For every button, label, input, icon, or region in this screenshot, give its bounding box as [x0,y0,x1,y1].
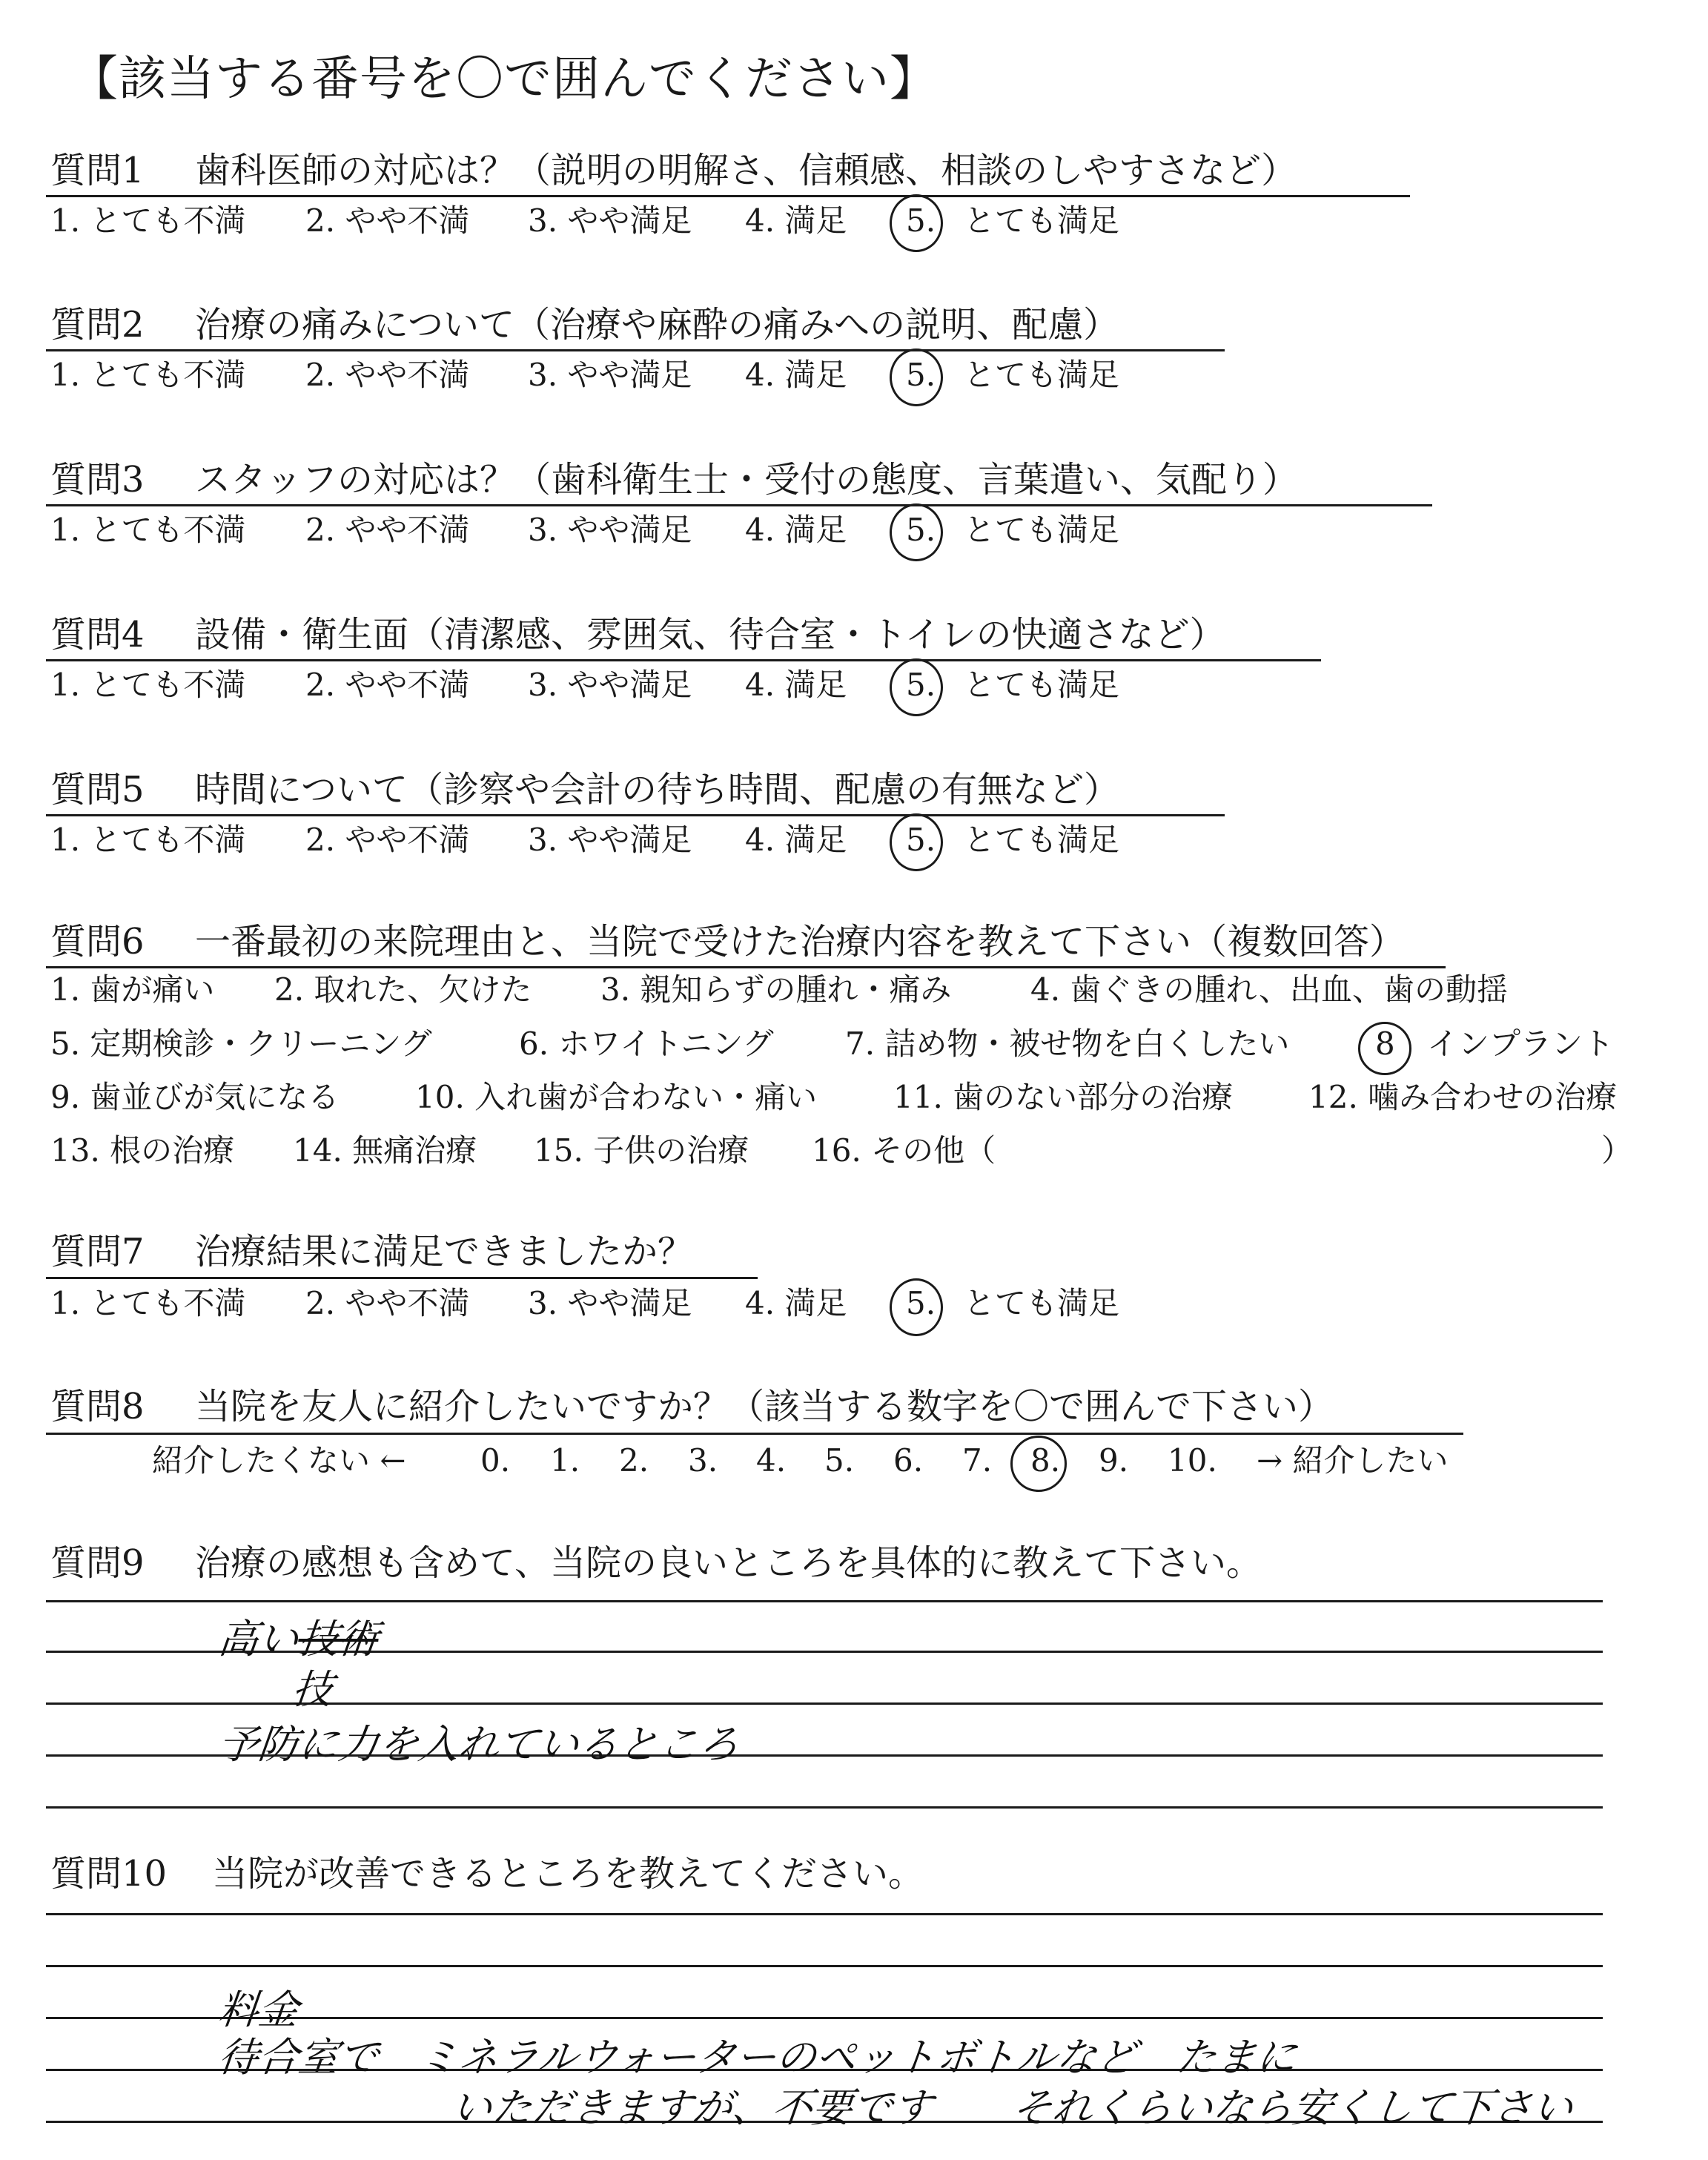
question-4-heading [50,612,1225,657]
question-8-heading [50,1384,1334,1429]
question-text: 治療結果に満足できましたか？ [195,1231,694,1272]
question-text: 当院が改善できるところを教えてください。 [212,1853,924,1895]
satisfaction-option[interactable]: とても満足 [964,357,1120,393]
selection-circle [890,349,943,406]
satisfaction-option[interactable]: 4. 満足 [745,512,847,548]
scale-number[interactable]: 2. [619,1442,649,1479]
question-underline [46,504,1432,506]
q6-option[interactable]: 10. 入れ歯が合わない・痛い [415,1079,818,1115]
question-number: 質問8 [50,1386,145,1427]
q6-option[interactable]: 16. その他（ [812,1132,996,1169]
q6-option[interactable]: 13. 根の治療 [50,1132,235,1169]
q6-option[interactable]: 3. 親知らずの腫れ・痛み [600,971,952,1008]
option-5-selected[interactable]: 5. [906,667,936,703]
q6-option[interactable]: 15. 子供の治療 [534,1132,749,1169]
question-3-heading [50,458,1298,502]
answer-line [46,1702,1603,1705]
q6-option[interactable]: 2. 取れた、欠けた [274,971,532,1008]
question-underline [46,195,1410,197]
question-text: 治療の痛みについて（治療や麻酔の痛みへの説明、配慮） [195,304,1119,346]
question-text: スタッフの対応は？（歯科衛生士・受付の態度、言葉遣い、気配り） [195,459,1299,501]
satisfaction-option[interactable]: 3. やや満足 [528,1285,692,1321]
satisfaction-option[interactable]: 2. やや不満 [305,1285,470,1321]
satisfaction-option[interactable]: 2. やや不満 [305,202,470,239]
satisfaction-option[interactable]: 4. 満足 [745,822,847,858]
q6-option[interactable]: 5. 定期検診・クリーニング [50,1025,432,1062]
satisfaction-option[interactable]: とても満足 [964,667,1120,703]
scale-number[interactable]: 0. [480,1442,511,1479]
question-number: 質問4 [50,614,145,655]
scale-number-selected[interactable]: 8. [1030,1442,1061,1479]
q6-option[interactable]: 14. 無痛治療 [293,1132,477,1169]
option-5-selected[interactable]: 5. [906,202,936,239]
answer-line [46,1600,1603,1602]
selection-circle [890,813,943,871]
satisfaction-option[interactable]: 1. とても不満 [50,1285,246,1321]
q6-option-selected[interactable]: 8 [1375,1025,1395,1062]
question-number: 質問5 [50,769,145,810]
question-6-heading [50,919,1405,964]
scale-number[interactable]: 5. [824,1442,855,1479]
q9-answer-line1 [216,1608,382,1665]
question-number: 質問7 [50,1231,145,1272]
q6-option[interactable]: 11. 歯のない部分の治療 [893,1079,1234,1115]
scale-number[interactable]: 4. [756,1442,787,1479]
option-5-selected[interactable]: 5. [906,512,936,548]
option-5-selected[interactable]: 5. [906,357,936,393]
selection-circle [890,1278,943,1336]
scale-left-label: 紹介したくない ← [152,1442,406,1479]
question-number: 質問1 [50,150,145,191]
q6-option[interactable]: 7. 詰め物・被せ物を白くしたい [845,1025,1290,1062]
question-underline [46,1433,1463,1435]
q10-answer-line1: 料金 [216,1986,301,2033]
q6-option[interactable]: 4. 歯ぐきの腫れ、出血、歯の動揺 [1030,971,1508,1008]
satisfaction-option[interactable]: とても満足 [964,1285,1120,1321]
satisfaction-option[interactable]: 4. 満足 [745,667,847,703]
satisfaction-option[interactable]: 1. とても不満 [50,512,246,548]
question-10-heading [50,1852,924,1896]
satisfaction-option[interactable]: 4. 満足 [745,202,847,239]
selection-circle [1358,1022,1411,1075]
selection-circle [890,194,943,252]
question-text: 当院を友人に紹介したいですか？（該当する数字を〇で囲んで下さい） [195,1386,1334,1427]
answer-line [46,1913,1603,1915]
satisfaction-option[interactable]: 2. やや不満 [305,512,470,548]
satisfaction-option[interactable]: 2. やや不満 [305,822,470,858]
selection-circle [1010,1436,1067,1492]
satisfaction-option[interactable]: 4. 満足 [745,1285,847,1321]
selection-circle [890,658,943,716]
question-text: 一番最初の来院理由と、当院で受けた治療内容を教えて下さい（複数回答） [195,921,1406,962]
satisfaction-option[interactable]: 1. とても不満 [50,667,246,703]
question-9-heading [50,1541,1262,1585]
satisfaction-option[interactable]: 2. やや不満 [305,667,470,703]
q6-option-close: ） [1601,1132,1633,1169]
question-text: 時間について（診察や会計の待ち時間、配慮の有無など） [195,769,1120,810]
q10-answer-line2: 待合室で ミネラルウォーターのペットボトルなど たまに [216,2034,1300,2081]
question-7-heading [50,1229,693,1274]
question-text: 歯科医師の対応は？（説明の明解さ、信頼感、相談のしやすさなど） [195,150,1297,191]
q6-option[interactable]: 6. ホワイトニング [519,1025,774,1062]
page-title: 【該当する番号を〇で囲んでください】 [70,52,938,107]
scale-number[interactable]: 10. [1168,1442,1217,1479]
q9-answer-line3: 予防に力を入れているところ [216,1721,741,1768]
satisfaction-option[interactable]: 1. とても不満 [50,357,246,393]
question-number: 質問10 [50,1853,168,1895]
answer-line [46,1806,1603,1809]
question-number: 質問9 [50,1542,145,1584]
q6-option[interactable]: 1. 歯が痛い [50,971,215,1008]
question-number: 質問2 [50,304,145,346]
satisfaction-option[interactable]: 3. やや満足 [528,357,692,393]
question-5-heading [50,767,1119,812]
question-number: 質問6 [50,921,145,962]
handwritten-text: 高い [216,1616,301,1662]
q6-option[interactable]: 9. 歯並びが気になる [50,1079,340,1115]
scale-number[interactable]: 7. [962,1442,993,1479]
question-underline [46,349,1225,351]
q10-answer-line3: いただきますが、不要です それくらいなら安くして下さい [449,2084,1575,2131]
satisfaction-option[interactable]: とても満足 [964,512,1120,548]
satisfaction-option[interactable]: 1. とても不満 [50,202,246,239]
scale-number[interactable]: 3. [688,1442,718,1479]
question-underline [46,814,1225,816]
scale-number[interactable]: 9. [1099,1442,1129,1479]
satisfaction-option[interactable]: 3. やや満足 [528,202,692,239]
q6-option[interactable]: 12. 噛み合わせの治療 [1308,1079,1618,1115]
satisfaction-option[interactable]: 4. 満足 [745,357,847,393]
satisfaction-option[interactable]: とても満足 [964,202,1120,239]
satisfaction-option[interactable]: 2. やや不満 [305,357,470,393]
question-number: 質問3 [50,459,145,501]
scale-number[interactable]: 1. [550,1442,580,1479]
option-5-selected[interactable]: 5. [906,1285,936,1321]
question-text: 設備・衛生面（清潔感、雰囲気、待合室・トイレの快適さなど） [195,614,1225,655]
q9-answer-line2: 技 [290,1666,335,1713]
satisfaction-option[interactable]: 3. やや満足 [528,512,692,548]
satisfaction-option[interactable]: とても満足 [964,822,1120,858]
q6-option[interactable]: インプラント [1427,1025,1615,1062]
scale-number[interactable]: 6. [893,1442,924,1479]
selection-circle [890,503,943,561]
question-1-heading [50,148,1297,193]
question-underline [46,659,1321,661]
question-underline [46,1277,758,1279]
struck-text: 技術 [296,1616,381,1662]
scale-right-label: → 紹介したい [1257,1442,1449,1479]
answer-line [46,1965,1603,1967]
satisfaction-option[interactable]: 3. やや満足 [528,667,692,703]
question-text: 治療の感想も含めて、当院の良いところを具体的に教えて下さい。 [195,1542,1262,1584]
satisfaction-option[interactable]: 3. やや満足 [528,822,692,858]
satisfaction-option[interactable]: 1. とても不満 [50,822,246,858]
question-2-heading [50,303,1119,347]
option-5-selected[interactable]: 5. [906,822,936,858]
